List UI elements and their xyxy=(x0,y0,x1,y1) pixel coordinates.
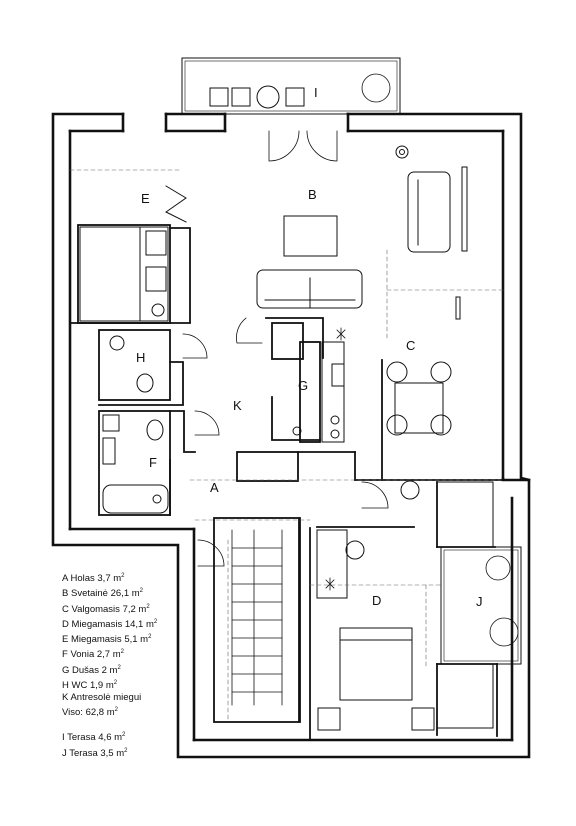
legend-row: C Valgomasis 7,2 $m^2$ xyxy=(62,603,150,615)
legend-row: E Miegamasis 5,1 $m^2$ xyxy=(62,634,152,646)
legend-row: A Holas 3,7 $m^2$ xyxy=(62,573,125,585)
area-legend xyxy=(62,570,157,760)
room-label-d: D xyxy=(372,593,382,608)
legend-terrace-row: I Terasa 4,6 $m^2$ xyxy=(62,732,126,744)
legend-row: K Antresolė miegui xyxy=(62,692,142,703)
room-label-c: C xyxy=(406,338,416,353)
room-label-j: J xyxy=(476,594,483,609)
legend-total: Viso: 62,8 $m^2$ xyxy=(62,707,118,719)
room-label-g: G xyxy=(298,378,309,393)
doors xyxy=(183,131,388,566)
legend-row: F Vonia 2,7 $m^2$ xyxy=(62,649,124,661)
legend-row: H WC 1,9 $m^2$ xyxy=(62,679,118,691)
plant-icons xyxy=(362,74,518,646)
legend-row: D Miegamasis 14,1 $m^2$ xyxy=(62,618,158,630)
room-label-e: E xyxy=(141,191,150,206)
staircase xyxy=(232,530,282,705)
room-label-i: I xyxy=(314,85,318,100)
room-label-b: B xyxy=(308,187,317,202)
star-icon xyxy=(326,328,345,590)
legend-terrace-row: J Terasa 3,5 $m^2$ xyxy=(62,747,128,759)
room-label-a: A xyxy=(210,480,219,495)
room-label-f: F xyxy=(149,455,157,470)
room-label-h: H xyxy=(136,350,146,365)
legend-row: B Svetainė 26,1 $m^2$ xyxy=(62,588,143,600)
room-label-k: K xyxy=(233,398,242,413)
legend-row: G Dušas 2 $m^2$ xyxy=(62,664,121,676)
